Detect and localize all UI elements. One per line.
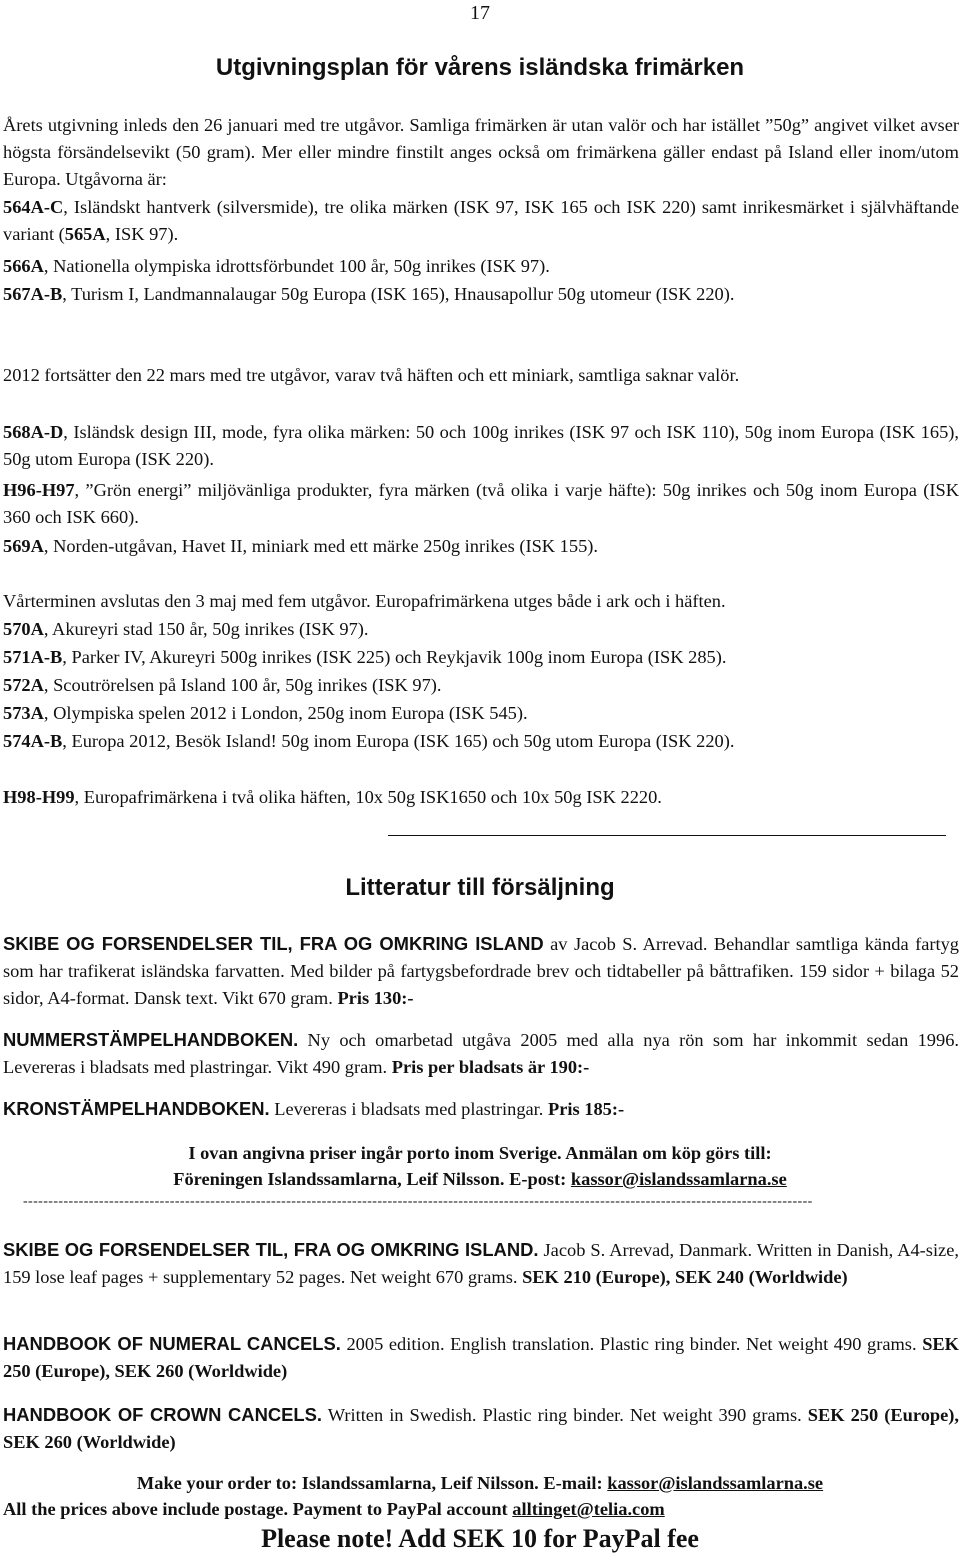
order-info-sv-line1: I ovan angivna priser ingår porto inom Sverige. Anmälan om köp görs till: xyxy=(188,1143,772,1163)
order-info-sv-line2 xyxy=(0,1166,960,1193)
book-name: HANDBOOK OF NUMERAL CANCELS. xyxy=(3,1333,341,1354)
issue-566 xyxy=(3,253,959,280)
book-text: Levereras i bladsats med plastringar. xyxy=(269,1099,548,1119)
intro-text: Årets utgivning inleds den 26 januari med tre utgåvor. Samliga frimärken är utan valör och har istället ”50g” angivet vilket avser högsta försändelsevikt (50 gram). Mer eller mindre finstilt anges också om frimärkena gäller endast på Island eller inom/utom Europa. Utgåvorna är: xyxy=(3,115,959,190)
issue-571 xyxy=(3,644,959,671)
email-link-kassor-en[interactable]: kassor@islandssamlarna.se xyxy=(607,1473,824,1493)
book-price: SEK 250 (Europe), SEK 260 (Worldwide) xyxy=(3,1405,960,1453)
book-crown-en xyxy=(3,1401,959,1456)
issue-code: 573A xyxy=(3,703,44,723)
book-kron-sv xyxy=(3,1095,959,1123)
book-name: SKIBE OG FORSENDELSER TIL, FRA OG OMKRING ISLAND xyxy=(3,933,544,954)
issue-572 xyxy=(3,672,959,699)
order-info-en-line2 xyxy=(3,1496,959,1523)
paypal-note: Please note! Add SEK 10 for PayPal fee xyxy=(261,1524,699,1553)
order-info-en-line1 xyxy=(0,1470,960,1497)
order-text: Föreningen Islandssamlarna, Leif Nilsson. E-post: xyxy=(173,1169,571,1189)
issue-573 xyxy=(3,700,959,727)
issue-code: 566A xyxy=(3,256,44,276)
book-name: KRONSTÄMPELHANDBOKEN. xyxy=(3,1098,270,1119)
page-title: Utgivningsplan för vårens isländska frimärken xyxy=(215,54,745,81)
issue-code: 567A-B xyxy=(3,284,63,304)
issue-h98 xyxy=(3,784,959,811)
issue-text: , Europafrimärkena i två olika häften, 10x 50g ISK1650 och 10x 50g ISK 2220. xyxy=(74,787,662,807)
issue-code: 574A-B xyxy=(3,731,63,751)
issue-567 xyxy=(3,281,959,308)
issue-text: , Turism I, Landmannalaugar 50g Europa (ISK 165), Hnausapollur 50g utomeur (ISK 220). xyxy=(62,284,735,304)
issue-code: H98-H99 xyxy=(3,787,75,807)
issue-text: , ”Grön energi” miljövänliga produkter, fyra märken (två olika i varje häfte): 50g inrikes och 50g inom Europa (ISK 360 och ISK 660). xyxy=(3,480,959,528)
issue-code: 565A xyxy=(64,224,106,245)
issue-568 xyxy=(3,419,959,473)
book-name: NUMMERSTÄMPELHANDBOKEN. xyxy=(3,1029,299,1050)
issue-text: , Norden-utgåvan, Havet II, miniark med ett märke 250g inrikes (ISK 155). xyxy=(43,536,598,556)
book-price: SEK 250 (Europe), SEK 260 (Worldwide) xyxy=(3,1334,959,1382)
issue-text: , Nationella olympiska idrottsförbundet 100 år, 50g inrikes (ISK 97). xyxy=(43,256,550,276)
issue-code: 569A xyxy=(3,536,44,556)
book-skibe-sv xyxy=(3,930,959,1013)
issue-570 xyxy=(3,616,959,643)
page-number: 17 xyxy=(470,2,490,24)
issue-code: 572A xyxy=(3,675,44,695)
book-text: 2005 edition. English translation. Plastic ring binder. Net weight 490 grams. xyxy=(340,1334,923,1354)
issue-h96 xyxy=(3,477,959,531)
book-numeral-en xyxy=(3,1330,959,1385)
literature-title: Litteratur till försäljning xyxy=(345,874,615,901)
issue-text: , Isländskt hantverk (silversmide), tre olika märken (ISK 97, ISK 165 och ISK 220) samt inrikesmärket i självhäftande variant ( xyxy=(3,197,959,245)
book-text: av Jacob S. Arrevad. Behandlar samtliga kända fartyg som har trafikerat isländska farvatten. Med bilder på fartygsbefordrade brev och tidtabeller på båttrafiken. 159 sidor + bilaga 52 sidor, A4-format. Dansk text. Vikt 670 gram. xyxy=(3,934,959,1009)
book-text: Ny och omarbetad utgåva 2005 med alla nya rön som har inkommit sedan 1996. Levereras i bladsats med plastringar. Vikt 490 gram. xyxy=(3,1030,959,1078)
issue-569 xyxy=(3,533,959,560)
book-price: SEK 210 (Europe), SEK 240 (Worldwide) xyxy=(522,1267,848,1288)
paragraph-may: Vårterminen avslutas den 3 maj med fem utgåvor. Europafrimärkena utges både i ark och i häften. xyxy=(3,591,726,611)
book-price: Pris 130:- xyxy=(337,988,414,1009)
book-text: Written in Swedish. Plastic ring binder. Net weight 390 grams. xyxy=(322,1405,808,1425)
book-nummer-sv xyxy=(3,1026,959,1081)
book-price: Pris 185:- xyxy=(548,1099,625,1119)
divider-line xyxy=(388,835,946,836)
book-name: HANDBOOK OF CROWN CANCELS. xyxy=(3,1404,323,1425)
email-link-paypal[interactable]: alltinget@telia.com xyxy=(512,1499,665,1519)
order-text: All the prices above include postage. Payment to PayPal account xyxy=(3,1499,513,1519)
book-price: Pris per bladsats är 190:- xyxy=(391,1057,590,1078)
issue-text: , Parker IV, Akureyri 500g inrikes (ISK 225) och Reykjavik 100g inom Europa (ISK 285). xyxy=(62,647,727,667)
issue-text: , ISK 97). xyxy=(105,224,179,245)
dashed-separator: ------------------------------------------------------------------------------------------------------------------------------------------------------------ xyxy=(23,1194,813,1209)
issue-code: H96-H97 xyxy=(3,480,75,500)
book-name: SKIBE OG FORSENDELSER TIL, FRA OG OMKRING ISLAND. xyxy=(3,1239,539,1260)
issue-code: 571A-B xyxy=(3,647,63,667)
intro-paragraph xyxy=(3,112,959,194)
issue-text: , Europa 2012, Besök Island! 50g inom Europa (ISK 165) och 50g utom Europa (ISK 220). xyxy=(62,731,735,751)
issue-code: 568A-D xyxy=(3,422,64,442)
issue-574 xyxy=(3,728,959,755)
issue-564 xyxy=(3,194,959,248)
order-text: Make your order to: Islandssamlarna, Leif Nilsson. E-mail: xyxy=(136,1473,608,1493)
issue-text: , Scoutrörelsen på Island 100 år, 50g inrikes (ISK 97). xyxy=(43,675,442,695)
issue-text: , Olympiska spelen 2012 i London, 250g inom Europa (ISK 545). xyxy=(43,703,528,723)
issue-text: , Isländsk design III, mode, fyra olika märken: 50 och 100g inrikes (ISK 97 och ISK 110), 50g inom Europa (ISK 165), 50g utom Europa (ISK 220). xyxy=(3,422,959,470)
issue-code: 570A xyxy=(3,619,44,639)
email-link-kassor[interactable]: kassor@islandssamlarna.se xyxy=(570,1169,787,1189)
issue-code: 564A-C xyxy=(3,197,64,217)
paragraph-march: 2012 fortsätter den 22 mars med tre utgåvor, varav två häften och ett miniark, samtliga saknar valör. xyxy=(3,365,740,385)
book-skibe-en xyxy=(3,1236,959,1291)
issue-text: , Akureyri stad 150 år, 50g inrikes (ISK 97). xyxy=(43,619,369,639)
book-text: Jacob S. Arrevad, Danmark. Written in Danish, A4-size, 159 lose leaf pages + supplementary 52 pages. Net weight 670 grams. xyxy=(3,1240,959,1288)
